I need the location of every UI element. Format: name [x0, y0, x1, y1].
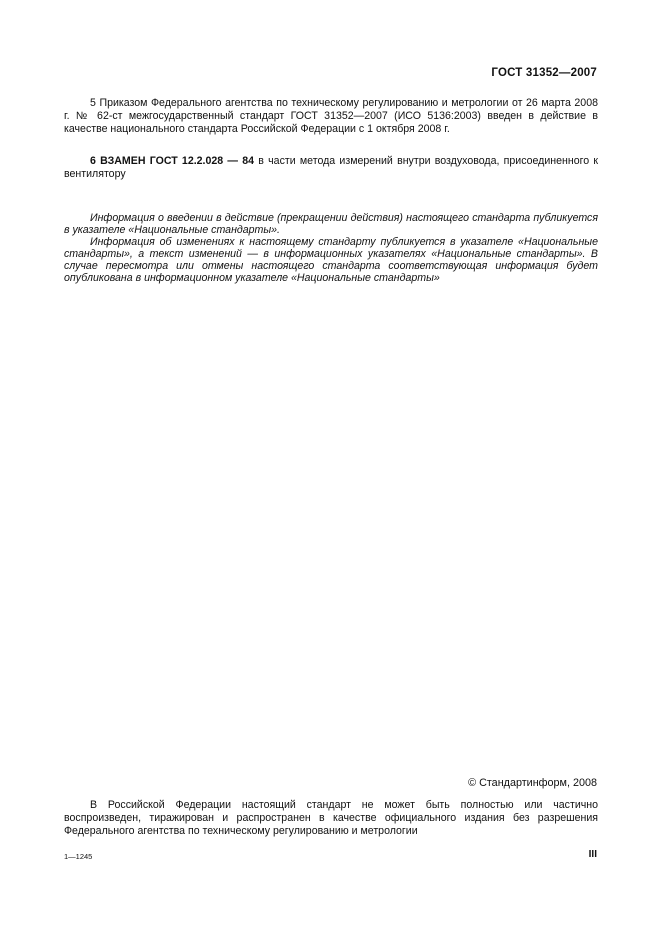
- reproduction-rights-notice: В Российской Федерации настоящий стандарт не может быть полностью или частично воспроизведен, тиражирован и распространен в качестве официального издания без разрешения Федерального агентства по техническому регулированию и метрологии: [64, 799, 598, 837]
- page-number: III: [588, 849, 597, 860]
- print-code: 1—1245: [64, 852, 93, 861]
- item-6-text: в части метода измерений внутри воздуховода, присоединенного к вентилятору: [64, 155, 598, 180]
- item-6-paragraph: [64, 155, 598, 181]
- info-notice-changes: Информация об изменениях к настоящему стандарту публикуется в указателе «Национальные стандарты», а текст изменений — в информационных указателях «Национальные стандарты». В случае пересмотра или отмены настоящего стандарта соответствующая информация будет опубликована в информационном указателе «Национальные стандарты»: [64, 236, 598, 284]
- standard-code-header: ГОСТ 31352—2007: [491, 67, 597, 79]
- info-notice-block: [64, 212, 598, 284]
- copyright-notice: © Стандартинформ, 2008: [468, 777, 597, 789]
- item-5-paragraph: 5 Приказом Федерального агентства по техническому регулированию и метрологии от 26 марта 2008 г. № 62-ст межгосударственный стандарт ГОСТ 31352—2007 (ИСО 5136:2003) введен в действие в качестве национального стандарта Российской Федерации с 1 октября 2008 г.: [64, 97, 598, 135]
- info-notice-introduction: Информация о введении в действие (прекращении действия) настоящего стандарта публикуется в указателе «Национальные стандарты».: [64, 212, 598, 236]
- item-6-replaces-label: 6 ВЗАМЕН ГОСТ 12.2.028 — 84: [90, 155, 255, 167]
